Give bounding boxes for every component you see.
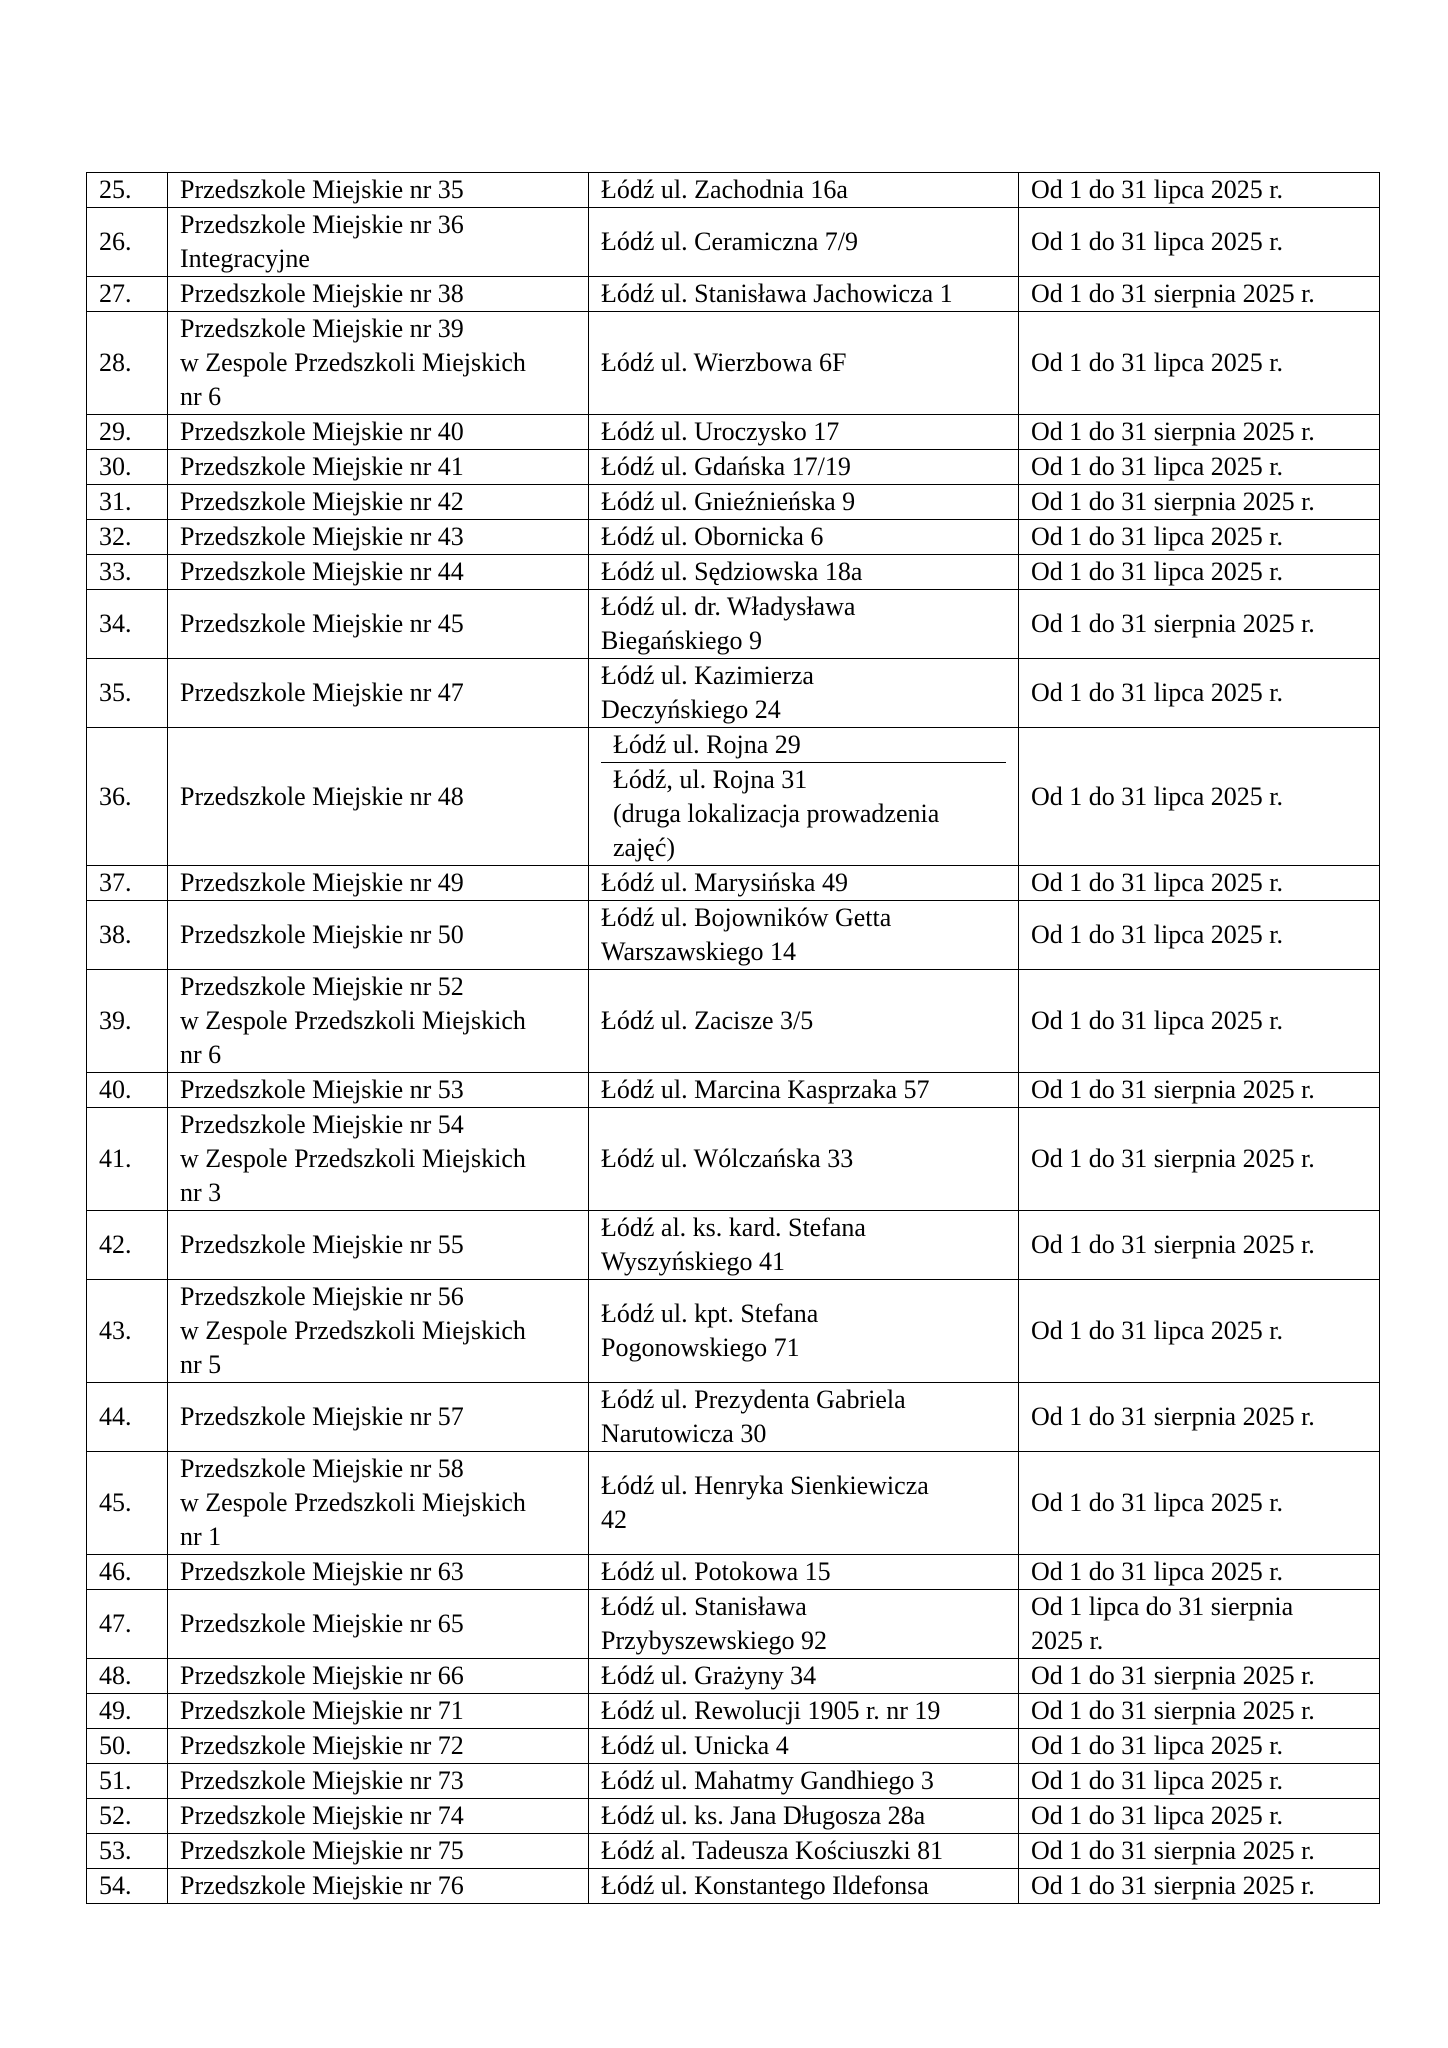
address-part: [601, 1799, 1006, 1833]
kindergarten-name: [168, 450, 589, 485]
period-line: 2025 r.: [1031, 1626, 1104, 1655]
address-cell: [589, 1869, 1019, 1904]
address-part: [601, 1659, 1006, 1693]
address-line: Łódź al. ks. kard. Stefana: [601, 1213, 866, 1242]
address-part: [601, 1764, 1006, 1798]
row-number: 45.: [87, 1452, 168, 1555]
row-number: 47.: [87, 1590, 168, 1659]
address-cell: [589, 1108, 1019, 1211]
period-cell: [1019, 1280, 1380, 1383]
name-line: nr 1: [180, 1522, 222, 1551]
kindergarten-name: [168, 555, 589, 590]
address-line: Łódź ul. Wierzbowa 6F: [601, 348, 847, 377]
address-part: [601, 1142, 1006, 1176]
kindergarten-name: [168, 1073, 589, 1108]
address-cell: [589, 1799, 1019, 1834]
kindergarten-name: [168, 590, 589, 659]
row-number: 48.: [87, 1659, 168, 1694]
name-line: Przedszkole Miejskie nr 43: [180, 522, 464, 551]
period-cell: [1019, 450, 1380, 485]
period-line: Od 1 do 31 lipca 2025 r.: [1031, 1801, 1284, 1830]
name-line: Przedszkole Miejskie nr 35: [180, 175, 464, 204]
name-line: Przedszkole Miejskie nr 56: [180, 1282, 464, 1311]
address-cell: [589, 1834, 1019, 1869]
address-part: [601, 485, 1006, 519]
address-cell: [589, 1694, 1019, 1729]
period-cell: [1019, 659, 1380, 728]
address-part: [601, 728, 1006, 762]
address-cell: [589, 277, 1019, 312]
name-line: Przedszkole Miejskie nr 42: [180, 487, 464, 516]
period-line: Od 1 do 31 sierpnia 2025 r.: [1031, 609, 1315, 638]
period-line: Od 1 do 31 sierpnia 2025 r.: [1031, 1402, 1315, 1431]
period-line: Od 1 do 31 lipca 2025 r.: [1031, 522, 1284, 551]
name-line: Przedszkole Miejskie nr 74: [180, 1801, 464, 1830]
row-number: 41.: [87, 1108, 168, 1211]
period-cell: [1019, 901, 1380, 970]
period-line: Od 1 do 31 sierpnia 2025 r.: [1031, 279, 1315, 308]
row-number: 37.: [87, 866, 168, 901]
address-line: Narutowicza 30: [601, 1419, 767, 1448]
name-line: Przedszkole Miejskie nr 57: [180, 1402, 464, 1431]
period-line: Od 1 do 31 sierpnia 2025 r.: [1031, 1230, 1315, 1259]
table-row: [87, 277, 1380, 312]
kindergarten-name: [168, 1555, 589, 1590]
row-number: 43.: [87, 1280, 168, 1383]
address-cell: [589, 208, 1019, 277]
row-number: 50.: [87, 1729, 168, 1764]
address-part: [601, 590, 1006, 658]
address-part: [601, 1004, 1006, 1038]
period-line: Od 1 do 31 lipca 2025 r.: [1031, 678, 1284, 707]
address-cell: [589, 1211, 1019, 1280]
name-line: Przedszkole Miejskie nr 39: [180, 314, 464, 343]
name-line: nr 6: [180, 382, 222, 411]
row-number: 27.: [87, 277, 168, 312]
address-line: Łódź ul. Bojowników Getta: [601, 903, 892, 932]
row-number: 39.: [87, 970, 168, 1073]
address-line: Łódź al. Tadeusza Kościuszki 81: [601, 1836, 944, 1865]
period-cell: [1019, 1383, 1380, 1452]
name-line: nr 5: [180, 1350, 222, 1379]
kindergarten-name: [168, 1590, 589, 1659]
name-line: Przedszkole Miejskie nr 63: [180, 1557, 464, 1586]
address-line: Łódź ul. Unicka 4: [601, 1731, 789, 1760]
period-cell: [1019, 208, 1380, 277]
address-line: zajęć): [613, 833, 676, 862]
kindergarten-name: [168, 1659, 589, 1694]
row-number: 53.: [87, 1834, 168, 1869]
address-cell: [589, 1073, 1019, 1108]
period-cell: [1019, 1073, 1380, 1108]
table-row: [87, 866, 1380, 901]
period-line: Od 1 do 31 sierpnia 2025 r.: [1031, 1075, 1315, 1104]
name-line: w Zespole Przedszkoli Miejskich: [180, 1006, 526, 1035]
name-line: Przedszkole Miejskie nr 41: [180, 452, 464, 481]
row-number: 25.: [87, 173, 168, 208]
period-cell: [1019, 1452, 1380, 1555]
kindergarten-name: [168, 415, 589, 450]
table-row: [87, 1280, 1380, 1383]
kindergarten-name: [168, 970, 589, 1073]
table-row: [87, 485, 1380, 520]
address-line: Łódź ul. Rojna 29: [613, 730, 801, 759]
address-line: Łódź ul. Zachodnia 16a: [601, 175, 848, 204]
period-cell: [1019, 1799, 1380, 1834]
address-part: [601, 762, 1006, 865]
address-part: [601, 173, 1006, 207]
period-cell: [1019, 1729, 1380, 1764]
address-line: Łódź ul. Marcina Kasprzaka 57: [601, 1075, 930, 1104]
address-line: Przybyszewskiego 92: [601, 1626, 828, 1655]
row-number: 54.: [87, 1869, 168, 1904]
kindergarten-name: [168, 1799, 589, 1834]
period-line: Od 1 do 31 sierpnia 2025 r.: [1031, 1144, 1315, 1173]
period-cell: [1019, 1869, 1380, 1904]
name-line: w Zespole Przedszkoli Miejskich: [180, 1144, 526, 1173]
table-row: [87, 208, 1380, 277]
address-line: Łódź ul. Rewolucji 1905 r. nr 19: [601, 1696, 941, 1725]
address-line: Łódź ul. Stanisława: [601, 1592, 807, 1621]
name-line: Przedszkole Miejskie nr 76: [180, 1871, 464, 1900]
name-line: nr 3: [180, 1178, 222, 1207]
period-cell: [1019, 1764, 1380, 1799]
table-row: [87, 1108, 1380, 1211]
address-cell: [589, 173, 1019, 208]
address-cell: [589, 1555, 1019, 1590]
period-cell: [1019, 1555, 1380, 1590]
period-line: Od 1 do 31 lipca 2025 r.: [1031, 175, 1284, 204]
name-line: Przedszkole Miejskie nr 47: [180, 678, 464, 707]
address-cell: [589, 901, 1019, 970]
table-row: [87, 173, 1380, 208]
kindergarten-name: [168, 520, 589, 555]
table-row: [87, 659, 1380, 728]
name-line: Przedszkole Miejskie nr 65: [180, 1609, 464, 1638]
period-cell: [1019, 866, 1380, 901]
period-cell: [1019, 1834, 1380, 1869]
address-part: [601, 450, 1006, 484]
name-line: Przedszkole Miejskie nr 66: [180, 1661, 464, 1690]
period-cell: [1019, 970, 1380, 1073]
address-line: Łódź ul. Potokowa 15: [601, 1557, 831, 1586]
address-line: Łódź ul. ks. Jana Długosza 28a: [601, 1801, 926, 1830]
kindergarten-name: [168, 1108, 589, 1211]
kindergarten-name: [168, 1280, 589, 1383]
address-line: 42: [601, 1505, 627, 1534]
period-line: Od 1 do 31 lipca 2025 r.: [1031, 1316, 1284, 1345]
address-part: [601, 1211, 1006, 1279]
name-line: nr 6: [180, 1040, 222, 1069]
table-row: [87, 1452, 1380, 1555]
name-line: Przedszkole Miejskie nr 49: [180, 868, 464, 897]
kindergarten-name: [168, 901, 589, 970]
address-line: Łódź ul. Sędziowska 18a: [601, 557, 863, 586]
kindergarten-name: [168, 866, 589, 901]
address-part: [601, 659, 1006, 727]
period-line: Od 1 do 31 lipca 2025 r.: [1031, 868, 1284, 897]
name-line: w Zespole Przedszkoli Miejskich: [180, 348, 526, 377]
row-number: 32.: [87, 520, 168, 555]
row-number: 33.: [87, 555, 168, 590]
table-row: [87, 728, 1380, 866]
period-cell: [1019, 485, 1380, 520]
address-line: Łódź ul. Mahatmy Gandhiego 3: [601, 1766, 934, 1795]
kindergarten-name: [168, 1834, 589, 1869]
address-part: [601, 866, 1006, 900]
address-part: [601, 415, 1006, 449]
table-row: [87, 970, 1380, 1073]
address-part: [601, 1869, 1006, 1903]
name-line: Przedszkole Miejskie nr 45: [180, 609, 464, 638]
table-row: [87, 1211, 1380, 1280]
period-cell: [1019, 1108, 1380, 1211]
table-row: [87, 555, 1380, 590]
name-line: Przedszkole Miejskie nr 72: [180, 1731, 464, 1760]
name-line: w Zespole Przedszkoli Miejskich: [180, 1488, 526, 1517]
address-line: Biegańskiego 9: [601, 626, 763, 655]
name-line: Przedszkole Miejskie nr 52: [180, 972, 464, 1001]
address-line: Łódź ul. Ceramiczna 7/9: [601, 227, 859, 256]
row-number: 30.: [87, 450, 168, 485]
table-row: [87, 450, 1380, 485]
row-number: 28.: [87, 312, 168, 415]
row-number: 36.: [87, 728, 168, 866]
address-part: [601, 346, 1006, 380]
table-row: [87, 1764, 1380, 1799]
kindergarten-name: [168, 173, 589, 208]
period-cell: [1019, 555, 1380, 590]
period-line: Od 1 do 31 lipca 2025 r.: [1031, 1731, 1284, 1760]
address-cell: [589, 1280, 1019, 1383]
row-number: 29.: [87, 415, 168, 450]
period-cell: [1019, 173, 1380, 208]
kindergarten-name: [168, 277, 589, 312]
kindergarten-name: [168, 208, 589, 277]
address-part: [601, 1383, 1006, 1451]
address-part: [601, 1555, 1006, 1589]
address-cell: [589, 520, 1019, 555]
address-part: [601, 277, 1006, 311]
address-line: Pogonowskiego 71: [601, 1333, 800, 1362]
name-line: Integracyjne: [180, 244, 310, 273]
period-line: Od 1 do 31 sierpnia 2025 r.: [1031, 1696, 1315, 1725]
address-line: Łódź ul. Stanisława Jachowicza 1: [601, 279, 953, 308]
period-cell: [1019, 590, 1380, 659]
table-row: [87, 312, 1380, 415]
address-cell: [589, 1383, 1019, 1452]
table-row: [87, 1694, 1380, 1729]
address-cell: [589, 1659, 1019, 1694]
address-line: Łódź ul. Uroczysko 17: [601, 417, 840, 446]
row-number: 26.: [87, 208, 168, 277]
period-line: Od 1 do 31 lipca 2025 r.: [1031, 1766, 1284, 1795]
name-line: w Zespole Przedszkoli Miejskich: [180, 1316, 526, 1345]
period-cell: [1019, 277, 1380, 312]
name-line: Przedszkole Miejskie nr 71: [180, 1696, 464, 1725]
kindergarten-name: [168, 1729, 589, 1764]
address-cell: [589, 555, 1019, 590]
address-cell: [589, 450, 1019, 485]
address-cell: [589, 1729, 1019, 1764]
kindergarten-table: [86, 172, 1380, 1904]
kindergarten-name: [168, 659, 589, 728]
name-line: Przedszkole Miejskie nr 48: [180, 781, 464, 811]
kindergarten-name: [168, 485, 589, 520]
table-row: [87, 590, 1380, 659]
address-line: Łódź ul. Gnieźnieńska 9: [601, 487, 856, 516]
address-line: Warszawskiego 14: [601, 937, 797, 966]
address-cell: [589, 1764, 1019, 1799]
name-line: Przedszkole Miejskie nr 55: [180, 1230, 464, 1259]
address-line: Łódź ul. Kazimierza: [601, 661, 814, 690]
address-line: Łódź ul. kpt. Stefana: [601, 1299, 819, 1328]
address-part: [601, 1469, 1006, 1537]
table-row: [87, 1834, 1380, 1869]
address-part: [601, 1073, 1006, 1107]
name-line: Przedszkole Miejskie nr 36: [180, 210, 464, 239]
kindergarten-name: [168, 728, 589, 866]
kindergarten-name: [168, 1452, 589, 1555]
name-line: Przedszkole Miejskie nr 40: [180, 417, 464, 446]
table-row: [87, 1659, 1380, 1694]
address-line: Łódź ul. Zacisze 3/5: [601, 1006, 814, 1035]
period-cell: [1019, 520, 1380, 555]
period-cell: [1019, 1694, 1380, 1729]
address-part: [601, 1834, 1006, 1868]
row-number: 35.: [87, 659, 168, 728]
table-row: [87, 520, 1380, 555]
address-line: Łódź ul. Grażyny 34: [601, 1661, 817, 1690]
name-line: Przedszkole Miejskie nr 73: [180, 1766, 464, 1795]
row-number: 49.: [87, 1694, 168, 1729]
address-line: Wyszyńskiego 41: [601, 1247, 786, 1276]
table-row: [87, 1073, 1380, 1108]
period-line: Od 1 do 31 lipca 2025 r.: [1031, 557, 1284, 586]
name-line: Przedszkole Miejskie nr 53: [180, 1075, 464, 1104]
address-line: Łódź ul. dr. Władysława: [601, 592, 856, 621]
table-row: [87, 1555, 1380, 1590]
period-line: Od 1 do 31 lipca 2025 r.: [1031, 227, 1284, 256]
table-row: [87, 1799, 1380, 1834]
kindergarten-name: [168, 1694, 589, 1729]
address-line: Łódź ul. Obornicka 6: [601, 522, 824, 551]
address-part: [601, 1297, 1006, 1365]
address-line: Łódź ul. Marysińska 49: [601, 868, 848, 897]
kindergarten-name: [168, 1211, 589, 1280]
address-cell: [589, 590, 1019, 659]
kindergarten-name: [168, 1869, 589, 1904]
address-line: Łódź ul. Gdańska 17/19: [601, 452, 851, 481]
address-part: [601, 1729, 1006, 1763]
address-part: [601, 225, 1006, 259]
table-row: [87, 901, 1380, 970]
period-line: Od 1 do 31 sierpnia 2025 r.: [1031, 487, 1315, 516]
address-line: Łódź ul. Prezydenta Gabriela: [601, 1385, 906, 1414]
address-cell: [589, 1452, 1019, 1555]
period-line: Od 1 do 31 lipca 2025 r.: [1031, 1557, 1284, 1586]
period-cell: [1019, 1590, 1380, 1659]
name-line: Przedszkole Miejskie nr 44: [180, 557, 464, 586]
period-line: Od 1 do 31 sierpnia 2025 r.: [1031, 1871, 1315, 1900]
row-number: 40.: [87, 1073, 168, 1108]
address-line: Łódź, ul. Rojna 31: [613, 765, 808, 794]
row-number: 34.: [87, 590, 168, 659]
row-number: 44.: [87, 1383, 168, 1452]
address-line: (druga lokalizacja prowadzenia: [613, 799, 940, 828]
address-cell: [589, 312, 1019, 415]
row-number: 31.: [87, 485, 168, 520]
address-cell: [589, 970, 1019, 1073]
table-body: [87, 173, 1380, 1904]
period-line: Od 1 do 31 lipca 2025 r.: [1031, 1006, 1284, 1035]
address-line: Deczyńskiego 24: [601, 695, 781, 724]
period-cell: [1019, 312, 1380, 415]
address-cell: [589, 485, 1019, 520]
address-cell: [589, 1590, 1019, 1659]
address-cell: [589, 415, 1019, 450]
table-row: [87, 1590, 1380, 1659]
name-line: Przedszkole Miejskie nr 58: [180, 1454, 464, 1483]
period-line: Od 1 do 31 sierpnia 2025 r.: [1031, 1661, 1315, 1690]
period-line: Od 1 do 31 lipca 2025 r.: [1031, 452, 1284, 481]
name-line: Przedszkole Miejskie nr 38: [180, 279, 464, 308]
table-row: [87, 1383, 1380, 1452]
period-cell: [1019, 728, 1380, 866]
address-part: [601, 1590, 1006, 1658]
row-number: 52.: [87, 1799, 168, 1834]
address-cell: [589, 866, 1019, 901]
address-part: [601, 901, 1006, 969]
row-number: 51.: [87, 1764, 168, 1799]
address-cell: [589, 659, 1019, 728]
period-line: Od 1 do 31 sierpnia 2025 r.: [1031, 417, 1315, 446]
name-line: Przedszkole Miejskie nr 75: [180, 1836, 464, 1865]
period-line: Od 1 do 31 lipca 2025 r.: [1031, 348, 1284, 377]
address-line: Łódź ul. Henryka Sienkiewicza: [601, 1471, 929, 1500]
address-cell: [589, 728, 1019, 866]
kindergarten-name: [168, 1383, 589, 1452]
period-cell: [1019, 415, 1380, 450]
row-number: 46.: [87, 1555, 168, 1590]
address-line: Łódź ul. Konstantego Ildefonsa: [601, 1871, 929, 1900]
table-row: [87, 1869, 1380, 1904]
address-part: [601, 555, 1006, 589]
address-part: [601, 520, 1006, 554]
period-cell: [1019, 1211, 1380, 1280]
name-line: Przedszkole Miejskie nr 50: [180, 920, 464, 949]
table-row: [87, 415, 1380, 450]
row-number: 38.: [87, 901, 168, 970]
period-line: Od 1 do 31 lipca 2025 r.: [1031, 1488, 1284, 1517]
period-cell: [1019, 1659, 1380, 1694]
period-line: Od 1 do 31 sierpnia 2025 r.: [1031, 1836, 1315, 1865]
kindergarten-name: [168, 312, 589, 415]
period-line: Od 1 do 31 lipca 2025 r.: [1031, 781, 1284, 811]
table-row: [87, 1729, 1380, 1764]
period-line: Od 1 lipca do 31 sierpnia: [1031, 1592, 1294, 1621]
address-part: [601, 1694, 1006, 1728]
kindergarten-name: [168, 1764, 589, 1799]
row-number: 42.: [87, 1211, 168, 1280]
address-line: Łódź ul. Wólczańska 33: [601, 1144, 854, 1173]
name-line: Przedszkole Miejskie nr 54: [180, 1110, 464, 1139]
period-line: Od 1 do 31 lipca 2025 r.: [1031, 920, 1284, 949]
